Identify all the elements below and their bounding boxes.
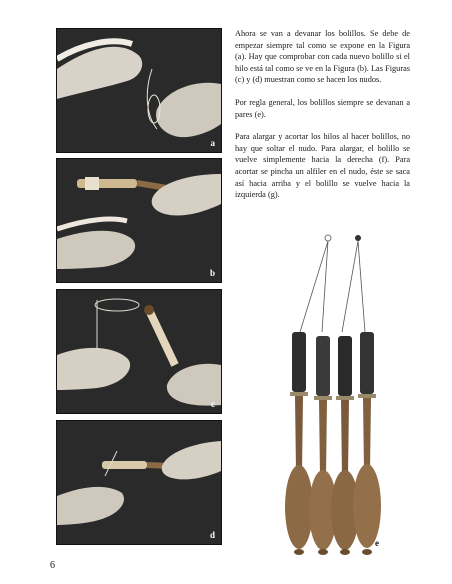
figure-c-photo — [56, 289, 222, 414]
figure-a-photo — [56, 28, 222, 153]
figure-e-label: e — [375, 538, 379, 548]
figure-b-photo — [56, 158, 222, 283]
paragraph-1: Ahora se van a devanar los bolillos. Se debe de empezar siempre tal como se expone en la Figura (a). Hay que comprobar con cada nuevo bolillo si el hilo está tal como se ve en la Figura (b). Las Figuras (c) y (d) muestran como se hacen los nudos. — [235, 29, 410, 85]
figure-b-label: b — [209, 268, 215, 278]
paragraph-3: Para alargar y acortar los hilos al hacer bolillos, no hay que soltar el nudo. Para alargar, el bolillo se vuelve simplemente hacia la derecha (f). Para acortar se pincha un alfiler en el nudo, éste se saca así hacia arriba y el bolillo se vuelve hacia la izquierda (g). — [235, 132, 410, 200]
page-number: 6 — [50, 560, 55, 571]
figure-e-bobbins-illustration — [240, 232, 410, 560]
figure-c-label: c — [211, 399, 215, 409]
paragraph-2: Por regla general, los bolillos siempre se devanan a pares (e). — [235, 97, 410, 119]
figure-d-label: d — [209, 530, 215, 540]
figure-a-label: a — [210, 138, 215, 148]
text-column — [235, 28, 410, 212]
hands-tying-knot-illustration — [57, 290, 221, 413]
hands-winding-thread-illustration — [57, 29, 221, 152]
figure-d-photo — [56, 420, 222, 545]
hands-finishing-knot-illustration — [57, 421, 221, 544]
hands-holding-bobbin-illustration — [57, 159, 221, 282]
